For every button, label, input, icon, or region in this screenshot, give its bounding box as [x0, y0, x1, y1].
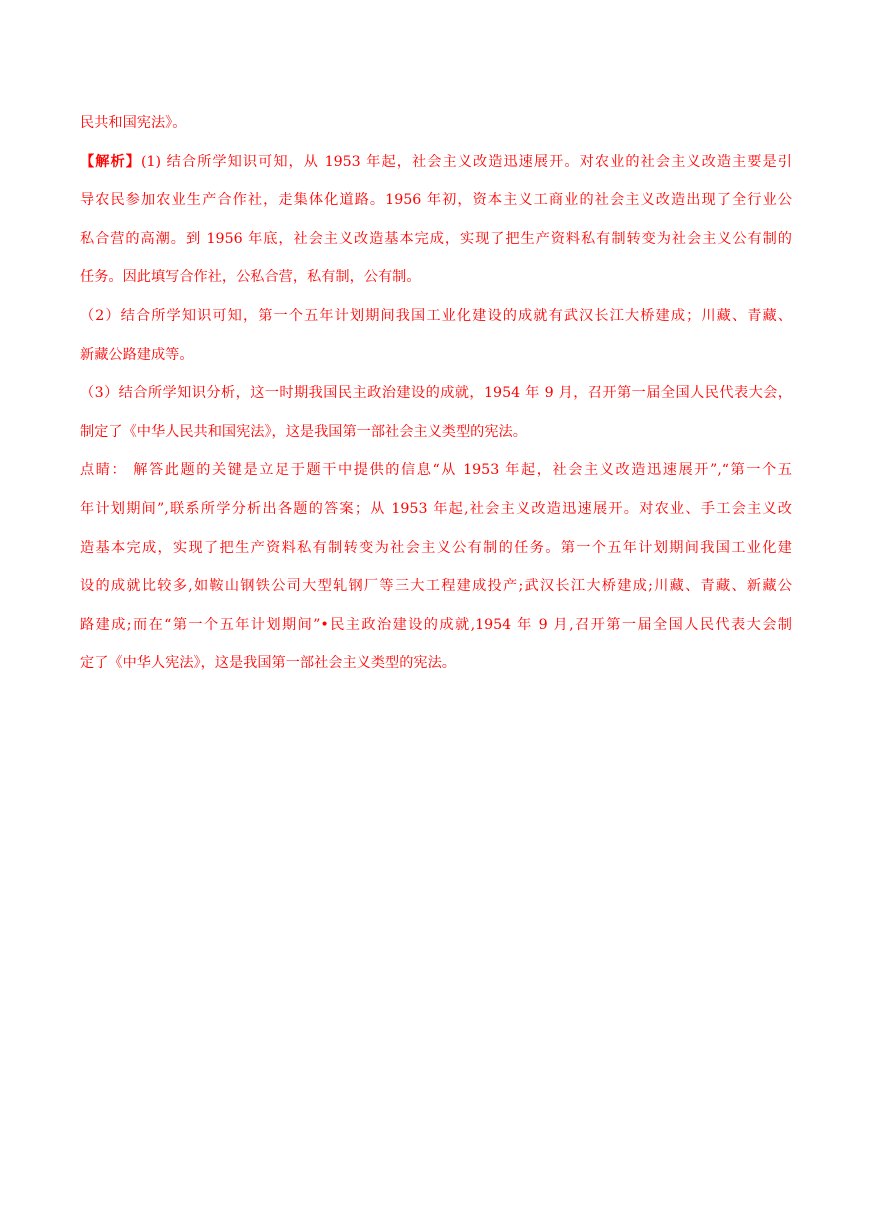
line-text: 任务。因此填写合作社，公私合营，私有制，公有制。 [80, 269, 421, 286]
line-text: (1) 结合所学知识可知，从 1953 年起，社会主义改造迅速展开。对农业的社会主义改造主要是引 [140, 153, 792, 170]
text-line [80, 571, 792, 610]
line-text: 制定了《中华人民共和国宪法》，这是我国第一部社会主义类型的宪法。 [80, 423, 527, 440]
text-line [80, 108, 792, 147]
line-text: 路建成;而在“第一个五年计划期间”•民主政治建设的成就,1954 年 9 月,召开第一届全国人民代表大会制 [80, 616, 792, 633]
line-text: （2）结合所学知识可知，第一个五年计划期间我国工业化建设的成就有武汉长江大桥建成；川藏、青藏、 [80, 307, 792, 324]
line-text: 年计划期间”,联系所学分析出各题的答案；从 1953 年起,社会主义改造迅速展开。对农业、手工会主义改 [80, 500, 792, 517]
text-line [80, 610, 792, 649]
analysis-heading: 【解析】 [80, 153, 141, 170]
text-line [80, 147, 792, 186]
text-line [80, 417, 792, 456]
line-text: 点睛： 解答此题的关键是立足于题干中提供的信息“从 1953 年起，社会主义改造迅速展开”,“第一个五 [80, 462, 792, 479]
line-text: 造基本完成，实现了把生产资料私有制转变为社会主义公有制的任务。第一个五年计划期间我国工业化建 [80, 539, 792, 556]
text-line [80, 533, 792, 572]
text-line [80, 301, 792, 340]
text-line [80, 340, 792, 379]
line-text: 新藏公路建成等。 [80, 346, 194, 363]
line-text: （3）结合所学知识分析，这一时期我国民主政治建设的成就，1954 年 9 月，召开第一届全国人民代表大会， [80, 385, 792, 402]
text-line [80, 494, 792, 533]
line-text: 私合营的高潮。到 1956 年底，社会主义改造基本完成，实现了把生产资料私有制转变为社会主义公有制的 [80, 230, 792, 247]
text-line [80, 224, 792, 263]
text-line [80, 185, 792, 224]
text-line [80, 455, 792, 494]
line-text: 导农民参加农业生产合作社，走集体化道路。1956 年初，资本主义工商业的社会主义改造出现了全行业公 [80, 192, 792, 209]
line-text: 民共和国宪法》。 [80, 115, 187, 131]
answer-analysis-text [80, 108, 792, 687]
text-line [80, 378, 792, 417]
text-line [80, 262, 792, 301]
text-line [80, 648, 792, 687]
line-text: 设的成就比较多,如鞍山钢铁公司大型轧钢厂等三大工程建成投产;武汉长江大桥建成;川藏、青藏、新藏公 [80, 578, 792, 595]
line-text: 定了《中华人宪法》，这是我国第一部社会主义类型的宪法。 [80, 655, 456, 672]
